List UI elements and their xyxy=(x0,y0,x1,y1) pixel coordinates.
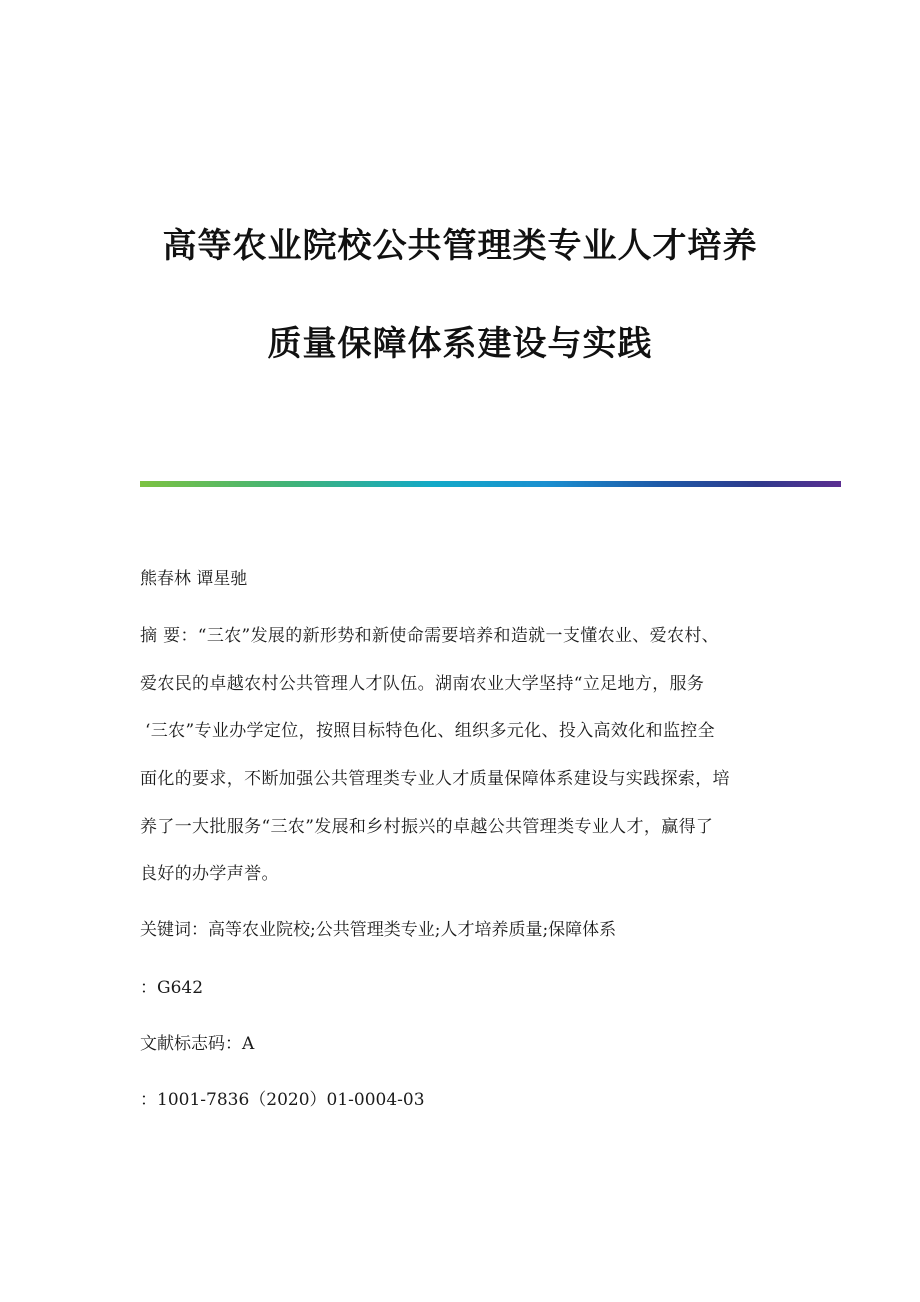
abstract-line: 摘 要：“三农”发展的新形势和新使命需要培养和造就一支懂农业、爱农村、 xyxy=(140,626,720,646)
abstract-line: 面化的要求，不断加强公共管理类专业人才质量保障体系建设与实践探索，培 xyxy=(140,769,730,789)
clc-number: ：G642 xyxy=(140,978,204,998)
keywords: 关键词：高等农业院校;公共管理类专业;人才培养质量;保障体系 xyxy=(140,920,617,940)
paper-title-line-2: 质量保障体系建设与实践 xyxy=(267,324,653,364)
abstract-line: ‘三农”专业办学定位，按照目标特色化、组织多元化、投入高效化和监控全 xyxy=(145,721,715,741)
abstract-line: 良好的办学声誉。 xyxy=(140,864,279,884)
abstract-line: 爱农民的卓越农村公共管理人才队伍。湖南农业大学坚持“立足地方，服务 xyxy=(140,674,705,694)
gradient-divider xyxy=(140,481,841,487)
abstract-line: 养了一大批服务“三农”发展和乡村振兴的卓越公共管理类专业人才，赢得了 xyxy=(140,817,714,837)
document-code: 文献标志码：A xyxy=(140,1034,255,1054)
article-number: ：1001-7836（2020）01-0004-03 xyxy=(140,1090,425,1110)
paper-title-line-1: 高等农业院校公共管理类专业人才培养 xyxy=(162,226,758,266)
authors: 熊春林 谭星驰 xyxy=(140,569,248,589)
